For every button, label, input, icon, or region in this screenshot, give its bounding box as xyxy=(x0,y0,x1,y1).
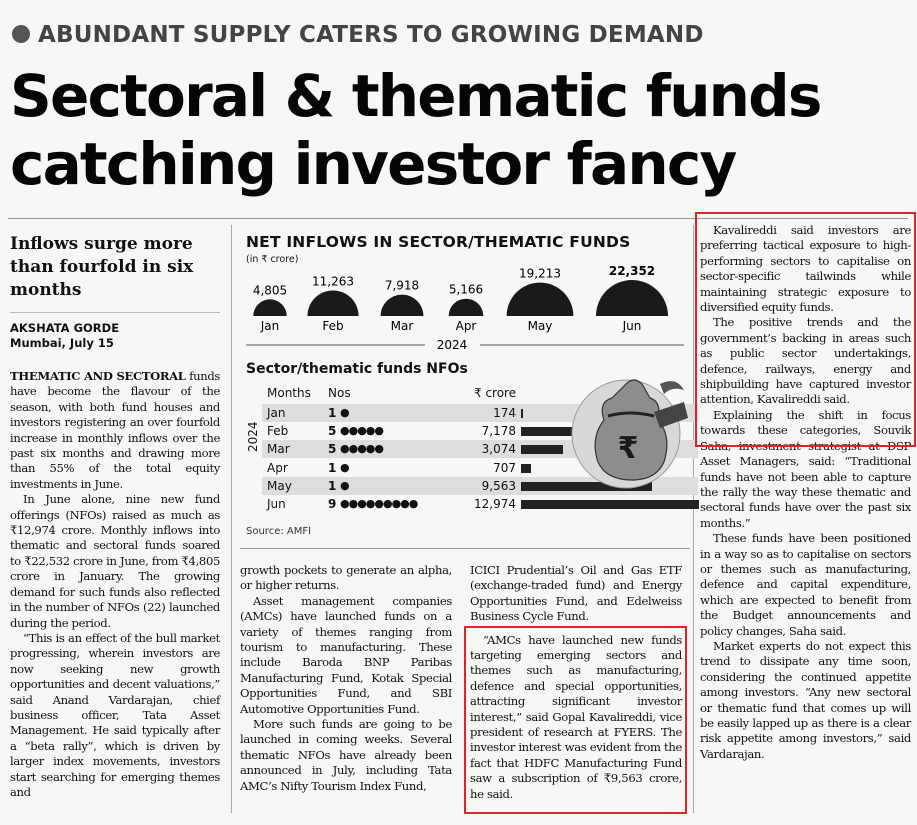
inflow-month-label: Mar xyxy=(390,319,414,333)
nfo-crore-bar xyxy=(521,500,699,509)
paragraph-highlighted: “AMCs have launched new funds targeting emerging sectors and themes such as manufacturing, defence and special opportunities, attracting significant investor interest,” said Gopal Kavalireddi, vice president of research at FYERS. The investor interest was evident from the fact that HDFC Manufacturing Fund saw a subscription of ₹9,563 crore, he said. xyxy=(470,632,682,801)
highlight-box-fyers xyxy=(464,626,687,814)
paragraph-highlighted: The positive trends and the government’s backing in areas such as public sector undertakings, defence, railways, energy and shipbuilding have captured investor attention, Kavalireddi said. xyxy=(700,315,911,407)
highlight-box-kavalireddi xyxy=(695,212,916,447)
nfo-month: Jan xyxy=(267,406,286,420)
nfo-count: 5 xyxy=(328,442,337,457)
paragraph: “This is an effect of the bull market progressing, wherein investors are now seeking new growth opportunities and decent valuations,” said Anand Vardarajan, chief business officer, Tata Asset Management. He said typically after a “beta rally”, which is driven by larger index movements, investors start searching for emerging themes and xyxy=(10,630,220,799)
inflow-value-label: 5,166 xyxy=(448,282,484,297)
money-bag-illustration xyxy=(568,362,694,492)
nfo-count: 1 xyxy=(328,406,337,420)
nfo-crore-value: 707 xyxy=(493,460,516,475)
inflow-bar-jun xyxy=(596,280,668,316)
svg-text:₹: ₹ xyxy=(617,431,639,466)
kicker-text: ABUNDANT SUPPLY CATERS TO GROWING DEMAND xyxy=(38,22,704,48)
inflow-bar-jan xyxy=(253,299,286,316)
nfo-count-dots: ● xyxy=(340,406,349,419)
inflow-month-label: Jun xyxy=(622,319,642,333)
chart-unit-label: (in ₹ crore) xyxy=(246,254,299,265)
paragraph-highlighted: Kavalireddi said investors are preferring tactical exposure to high-performing sectors to capitalise on sector-specific tailwinds while maintaining strategic exposure to diversified equity funds. xyxy=(700,223,911,315)
paragraph xyxy=(10,369,220,492)
paragraph: Asset management companies (AMCs) have launched funds on a variety of themes ranging from tourism to manufacturing. These include Baroda BNP Paribas Manufacturing Fund, Kotak Special Opportunities Fund, and SBI Automotive Opportunities Fund. xyxy=(240,593,452,716)
byline xyxy=(10,321,119,351)
headline xyxy=(10,62,821,198)
inflow-value-label: 7,918 xyxy=(384,278,420,293)
table-year-label: 2024 xyxy=(246,421,260,452)
paragraph: growth pockets to generate an alpha, or higher returns. xyxy=(240,563,452,593)
inflow-bar-may xyxy=(507,283,574,316)
inflow-year-label: 2024 xyxy=(436,338,468,352)
chart-bottom-rule xyxy=(240,548,690,549)
nfo-crore-value: 12,974 xyxy=(474,497,516,511)
deck-rule xyxy=(10,312,220,313)
nfo-table-title: Sector/thematic funds NFOs xyxy=(246,361,468,377)
byline-author: AKSHATA GORDE xyxy=(10,321,120,335)
col-header-crore: ₹ crore xyxy=(474,386,517,400)
nfo-month: May xyxy=(267,478,292,493)
nfo-count: 9 xyxy=(328,497,337,511)
inflow-value-label: 11,263 xyxy=(312,274,354,289)
chart-source: Source: AMFI xyxy=(246,526,312,537)
inflow-value-label: 19,213 xyxy=(519,266,561,281)
nfo-count-dots: ● xyxy=(340,478,349,492)
nfo-count: 1 xyxy=(328,478,337,493)
inflow-month-label: Feb xyxy=(322,319,344,333)
nfo-count-dots: ● xyxy=(340,460,349,474)
nfo-count: 1 xyxy=(328,460,337,475)
nfo-count-dots: ●●●●● xyxy=(340,442,383,456)
inflow-value-label: 4,805 xyxy=(252,283,288,298)
inflow-chart xyxy=(240,260,690,356)
nfo-crore-value: 7,178 xyxy=(481,424,516,439)
nfo-month: Apr xyxy=(267,460,288,475)
nfo-month: Feb xyxy=(267,424,289,439)
nfo-month: Mar xyxy=(267,442,290,457)
col-header-months: Months xyxy=(267,386,311,400)
nfo-crore-value: 9,563 xyxy=(481,478,516,493)
byline-dateline: Mumbai, July 15 xyxy=(10,336,114,350)
nfo-count: 5 xyxy=(328,424,337,439)
article-column-1 xyxy=(10,369,220,800)
nfo-count-dots: ●●●●●●●●● xyxy=(340,497,418,510)
inflow-bar-mar xyxy=(381,295,424,316)
inflow-value-label: 22,352 xyxy=(608,264,656,278)
col-header-nos: Nos xyxy=(328,386,351,400)
paragraph-text: funds have become the flavour of the season, with both fund houses and investors registering an over fourfold increase in monthly inflows over the past six months and drawing more than 55% of the total equity investments in June. xyxy=(10,369,220,491)
inflow-bar-apr xyxy=(449,299,484,316)
nfo-crore-bar xyxy=(521,464,531,473)
paragraph: More such funds are going to be launched in coming weeks. Several thematic NFOs have already been announced in July, including Tata AMC’s Nifty Tourism Index Fund, xyxy=(240,717,452,793)
nfo-crore-bar xyxy=(521,409,523,418)
headline-line-2: catching investor fancy xyxy=(10,130,736,198)
paragraph: Market experts do not expect this trend to dissipate any time soon, considering the continued appetite among investors. “Any new sectoral or thematic fund that comes up will be easily lapped up as there is a clear risk appetite among investors,” said Vardarajan. xyxy=(700,638,911,761)
lead-in: THEMATIC AND SECTORAL xyxy=(10,369,186,383)
inflow-month-label: Jan xyxy=(260,319,280,333)
kicker xyxy=(12,22,704,48)
nfo-crore-bar xyxy=(521,445,563,454)
deck: Inflows surge more than fourfold in six months xyxy=(10,234,194,300)
paragraph: These funds have been positioned in a way so as to capitalise on sectors or themes such as manufacturing, defence and capital expenditure, which are expected to benefit from the Budget announcements and policy changes, Saha said. xyxy=(700,531,911,638)
nfo-month: Jun xyxy=(267,497,286,511)
nfo-table-row xyxy=(262,495,698,513)
chart-title: NET INFLOWS IN SECTOR/THEMATIC FUNDS xyxy=(246,233,631,251)
nfo-crore-value: 3,074 xyxy=(481,442,516,457)
column-rule-3 xyxy=(693,225,694,813)
column-rule-1 xyxy=(231,225,232,813)
headline-line-1: Sectoral & thematic funds xyxy=(10,62,821,130)
bullet-dot-icon xyxy=(12,25,30,43)
paragraph: In June alone, nine new fund offerings (NFOs) raised as much as ₹12,974 crore. Monthly inflows into thematic and sectoral funds soared to ₹22,532 crore in June, from ₹4,805 crore in January. The growing demand for such funds also reflected in the number of NFOs (22) launched during the period. xyxy=(10,492,220,630)
nfo-crore-value: 174 xyxy=(493,406,516,420)
inflow-month-label: Apr xyxy=(455,319,477,333)
paragraph: ICICI Prudential’s Oil and Gas ETF (exchange-traded fund) and Energy Opportunities Fund, and Edelweiss Business Cycle Fund. xyxy=(470,563,682,624)
inflow-month-label: May xyxy=(527,319,553,333)
paragraph: Explaining the shift in focus towards these categories, Souvik Saha, investment strategist at DSP Asset Managers, said: “Traditional funds have not been able to capture the rally the way these thematic and sectoral funds have over the past six months.” xyxy=(700,407,911,530)
article-column-2 xyxy=(240,563,452,794)
inflow-bar-feb xyxy=(307,290,358,316)
nfo-count-dots: ●●●●● xyxy=(340,424,383,438)
